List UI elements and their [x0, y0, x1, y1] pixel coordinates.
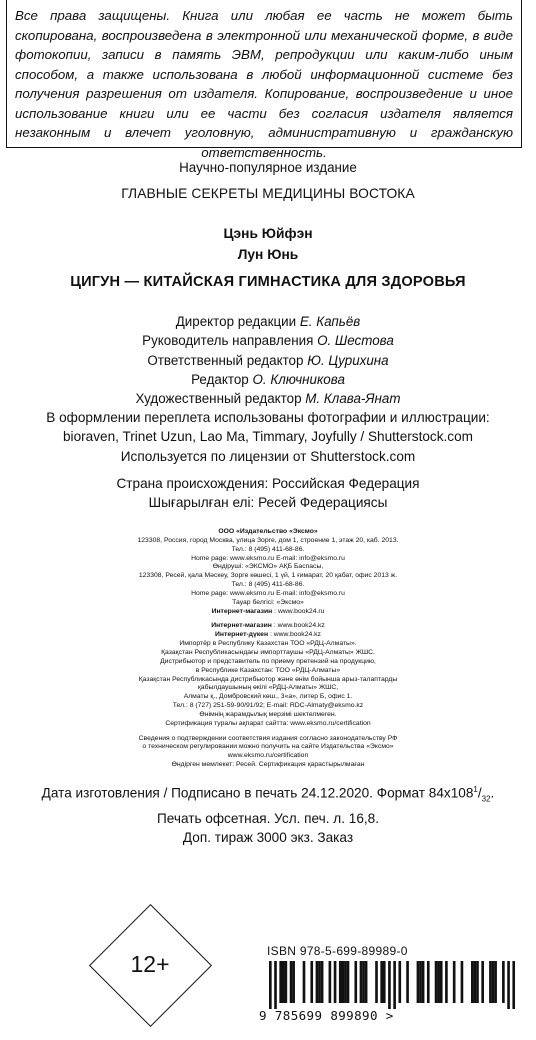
barcode-bar: [269, 961, 272, 1009]
print-date-suffix: .: [490, 785, 495, 801]
barcode-bar: [318, 961, 321, 1003]
barcode-bar: [292, 961, 295, 1003]
barcode-bar: [481, 961, 484, 1003]
credit-line: [0, 389, 536, 408]
online-shop-kz: [0, 622, 536, 631]
certification-line: Сведения о подтверждении соответствия издания согласно законодательству РФ: [138, 734, 398, 742]
credit-role: Директор редакции: [175, 314, 297, 329]
online-shop-label: Интернет-дүкен: [215, 631, 269, 639]
author-2: Лун Юнь: [237, 247, 299, 262]
barcode-bar: [417, 961, 420, 1003]
barcode-bar: [344, 961, 347, 1003]
publisher-phone: Тел.: 8 (495) 411-68-86.: [231, 545, 305, 553]
credit-name: Е. Капьёв: [299, 314, 361, 329]
barcode-bar: [492, 961, 495, 1003]
online-shop-ru: [0, 608, 536, 617]
illustrations-credits: [0, 408, 536, 466]
print-run: Доп. тираж 3000 экз. Заказ: [182, 830, 354, 846]
barcode: [269, 961, 515, 1009]
credit-name: О. Ключникова: [252, 371, 345, 387]
credit-line: [0, 370, 536, 389]
barcode-bar: [406, 961, 409, 1003]
barcode-digits: 9 785699 899890 >: [259, 1008, 394, 1023]
barcode-bar: [375, 961, 378, 1003]
publisher-address: 123308, Россия, город Москва, улица Зорге, дом 1, строение 1, этаж 20, каб. 2013.: [137, 536, 399, 544]
certification-line: Сертификация туралы ақпарат сайтта: www.eksmo.ru/certification: [165, 719, 371, 727]
distributor-line: в Республике Казахстан: ТОО «РДЦ-Алматы»: [195, 666, 341, 674]
barcode-bar: [512, 961, 515, 1009]
distributor-line: Дистрибьютор и представитель по приему претензий на продукцию,: [160, 657, 376, 665]
barcode-bar: [502, 961, 505, 1003]
country-of-origin: [0, 474, 536, 513]
barcode-bar: [393, 961, 396, 1009]
barcode-bar: [274, 961, 277, 1009]
print-details: [0, 780, 536, 848]
barcode-bar: [360, 961, 363, 1003]
barcode-bar: [362, 961, 365, 1003]
illustrations-line: bioraven, Trinet Uzun, Lao Ma, Timmary, Joyfully / Shutterstock.com: [63, 429, 473, 445]
barcode-bar: [445, 961, 448, 1003]
series-title: ГЛАВНЫЕ СЕКРЕТЫ МЕДИЦИНЫ ВОСТОКА: [121, 186, 415, 201]
online-shop-label: Интернет-магазин: [211, 607, 273, 615]
online-shop-kz-2: [0, 631, 536, 640]
barcode-bar: [474, 961, 477, 1003]
isbn-barcode-block: [259, 935, 521, 1021]
distributor-line: Алматы қ., Домбровский көш., 3«а», литер Б, офис 1.: [183, 693, 353, 701]
certification-line: www.eksmo.ru/certification: [227, 752, 309, 760]
age-rating-label: 12+: [130, 951, 170, 977]
barcode-bar: [334, 961, 337, 1003]
credit-line: [0, 312, 536, 331]
barcode-bar: [354, 961, 357, 1003]
barcode-bar: [282, 961, 285, 1003]
book-title: ЦИГУН — КИТАЙСКАЯ ГИМНАСТИКА ДЛЯ ЗДОРОВЬЯ: [70, 274, 466, 290]
barcode-bar: [435, 961, 438, 1003]
barcode-bar: [279, 961, 282, 1003]
barcode-bar: [347, 961, 350, 1003]
barcode-bar: [507, 961, 510, 1009]
author-1: Цэнь Юйфэн: [223, 226, 313, 241]
illustrations-line: В оформлении переплета использованы фотографии и иллюстрации:: [46, 410, 490, 425]
isbn-number: ISBN 978-5-699-89989-0: [267, 944, 408, 958]
barcode-bar: [437, 961, 440, 1003]
distributor-line: қабылдаушының өкілі «РДЦ-Алматы» ЖШС,: [197, 684, 339, 692]
credit-role: Художественный редактор: [135, 391, 302, 407]
online-shop-url: : www.book24.kz: [268, 631, 321, 639]
validity-line: Өнімнің жарамдылық мерзімі шектелмеген.: [199, 710, 337, 718]
barcode-bar: [321, 961, 324, 1003]
barcode-bar: [290, 961, 293, 1003]
illustrations-line: Используется по лицензии от Shutterstock.com: [120, 448, 416, 464]
barcode-bar: [380, 961, 383, 1003]
format-fraction-denominator: 32: [481, 794, 491, 804]
format-fraction-numerator: 1: [473, 785, 478, 794]
credit-role: Руководитель направления: [142, 333, 314, 349]
importer-line: Қазақстан Республикасындағы импорттаушы «РДЦ-Алматы» ЖШС.: [161, 648, 375, 656]
distributor-line: Қазақстан Республикасында дистрибьютор және өнім бойынша арыз-талаптарды: [138, 675, 398, 683]
certification-line: о техническом регулировании можно получить на сайте Издательства «Эксмо»: [142, 743, 394, 751]
barcode-bar: [303, 961, 306, 1003]
edition-type: Научно-популярное издание: [179, 160, 357, 175]
credit-name: Ю. Цурихина: [307, 352, 389, 368]
barcode-bar: [388, 961, 391, 1009]
credit-name: О. Шестова: [317, 333, 394, 349]
barcode-bar: [383, 961, 386, 1003]
importer-line: Импортёр в Республику Казахстан ТОО «РДЦ-Алматы».: [179, 640, 357, 648]
certification-line: Өндірген мемлекет: Ресей. Сертификация қарастырылмаған: [171, 761, 365, 769]
publisher-kz-phone: Тел.: 8 (495) 411-68-86.: [231, 581, 305, 589]
barcode-bar: [440, 961, 443, 1003]
barcode-bar: [489, 961, 492, 1003]
barcode-bar: [316, 961, 319, 1003]
barcode-bar: [422, 961, 425, 1003]
barcode-bar: [342, 961, 345, 1003]
print-date-format: Дата изготовления / Подписано в печать 24.12.2020. Формат $84x108^1/_{32}$.: [41, 785, 495, 804]
publisher-kz-web: Home page: www.eksmo.ru E-mail: info@eksmo.ru: [191, 589, 345, 597]
barcode-bar: [476, 961, 479, 1003]
copyright-notice-box: [6, 0, 522, 160]
online-shop-label: Интернет-магазин: [211, 622, 272, 630]
credits-block: [0, 312, 536, 408]
distributor-line: Тел.: 8 (727) 251-59-90/91/92; E-mail: RDC-Almaty@eksmo.kz: [172, 702, 364, 710]
publisher-web: Home page: www.eksmo.ru E-mail: info@eksmo.ru: [191, 554, 345, 562]
barcode-bar: [310, 961, 313, 1003]
publisher-name: ООО «Издательство «Эксмо»: [218, 528, 318, 535]
barcode-bar: [365, 961, 368, 1003]
credit-line: [0, 351, 536, 370]
copyright-notice-text: Все права защищены. Книга или любая ее часть не может быть скопирована, воспроизведена в электронной или механической форме, в виде фотокопии, записи в память ЭВМ, репродукции или каким-либо иным способом, а также использована в любой информационной системе без получения разрешения от издателя. Копирование, воспроизведение и иное использование книги или ее части без согласия издателя является незаконным и влечет уголовную, административную и гражданскую ответственность.: [15, 8, 513, 160]
online-shop-url: : www.book24.ru: [272, 607, 325, 615]
credit-role: Редактор: [191, 371, 249, 387]
publisher-imprint: [0, 528, 536, 770]
print-date-text: Дата изготовления / Подписано в печать 24.12.2020. Формат 84x108: [41, 785, 474, 801]
barcode-bar: [453, 961, 456, 1003]
credit-role: Ответственный редактор: [147, 352, 304, 368]
barcode-bar: [398, 961, 401, 1003]
publisher-kz-address: 123308, Ресей, қала Мәскеу, Зорге көшесі, 1 үй, 1 ғимарат, 20 қабат, офис 2013 ж.: [138, 572, 398, 580]
barcode-bar: [427, 961, 430, 1003]
online-shop-url: : www.book24.kz: [271, 622, 325, 630]
barcode-bar: [471, 961, 474, 1003]
barcode-bar: [494, 961, 497, 1003]
barcode-bar: [419, 961, 422, 1003]
barcode-bar: [461, 961, 464, 1003]
origin-line: Страна происхождения: Российская Федерация: [116, 476, 420, 491]
barcode-bar: [329, 961, 332, 1003]
origin-line: Шығарылған елі: Ресей Федерациясы: [148, 495, 388, 511]
publisher-trademark: Тауар белгісі: «Эксмо»: [232, 598, 304, 606]
barcode-bar: [339, 961, 342, 1003]
barcode-bar: [285, 961, 288, 1003]
print-type: Печать офсетная. Усл. печ. л. 16,8.: [157, 810, 379, 826]
credit-name: М. Клава-Янат: [305, 391, 401, 407]
credit-line: [0, 331, 536, 350]
publisher-kz-name: Өндіруші: «ЭКСМО» АҚБ Баспасы,: [212, 563, 324, 571]
